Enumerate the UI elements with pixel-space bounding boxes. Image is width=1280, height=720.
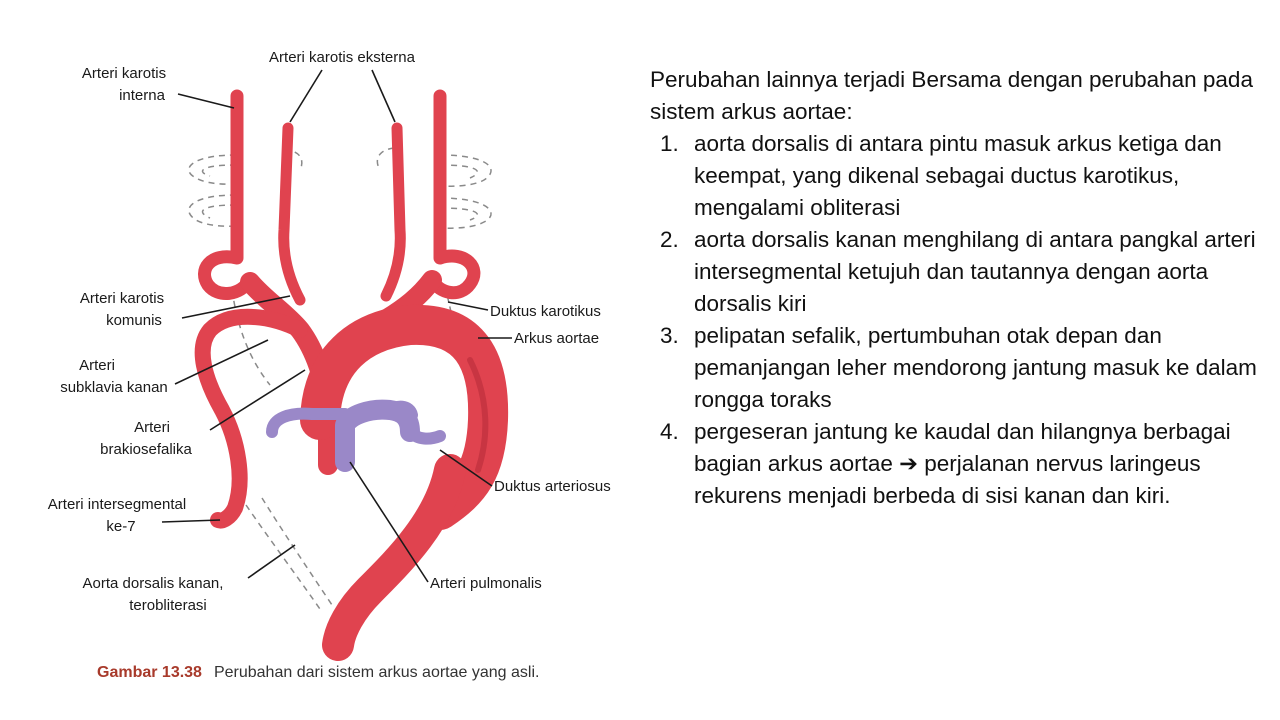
label-brakiosefalika: Arteri — [134, 419, 170, 436]
explanation-panel — [650, 64, 1270, 512]
list-item-number: 2. — [660, 227, 679, 252]
diagram-labels — [48, 49, 611, 614]
label-karotis-interna: Arteri karotis — [81, 65, 167, 82]
label-subklavia: Arteri — [79, 357, 115, 374]
label-intersegmental: Arteri intersegmental — [47, 496, 187, 513]
label-karotis-eksterna: Arteri karotis eksterna — [269, 49, 415, 66]
figure-caption-text: Perubahan dari sistem arkus aortae yang asli. — [213, 664, 540, 681]
label-aorta-dorsalis-kanan: Aorta dorsalis kanan, — [82, 575, 224, 592]
pulmonary-arteries — [272, 407, 440, 462]
label-subklavia-2: subklavia kanan — [60, 379, 168, 396]
list-item-text: aorta dorsalis kanan menghilang di antara pangkal arteri intersegmental ketujuh dan tautannya dengan aorta dorsalis kiri — [694, 227, 1256, 316]
label-duktus-arteriosus: Duktus arteriosus — [494, 478, 611, 495]
arteries — [203, 96, 488, 645]
label-duktus-karotikus: Duktus karotikus — [490, 303, 601, 320]
list-item — [650, 416, 1270, 512]
label-arkus-aortae: Arkus aortae — [514, 330, 600, 347]
label-karotis-interna-2: interna — [119, 87, 165, 104]
change-list — [650, 128, 1270, 512]
label-karotis-komunis-2: komunis — [106, 312, 162, 329]
label-arteri-pulmonalis: Arteri pulmonalis — [430, 575, 542, 592]
label-brakiosefalika-2: brakiosefalika — [100, 441, 192, 458]
list-item — [650, 224, 1270, 320]
list-item-text: pergeseran jantung ke kaudal dan hilangnya berbagai bagian arkus aortae ➔ perjalanan nervus laringeus rekurens menjadi berbeda di sisi kanan dan kiri. — [694, 419, 1231, 508]
list-item-text: pelipatan sefalik, pertumbuhan otak depan dan pemanjangan leher mendorong jantung masuk ke dalam rongga toraks — [694, 323, 1257, 412]
figure-caption — [97, 664, 539, 682]
list-item — [650, 320, 1270, 416]
list-item-text: aorta dorsalis di antara pintu masuk arkus ketiga dan keempat, yang dikenal sebagai ductus karotikus, mengalami obliterasi — [694, 131, 1222, 220]
figure-number: Gambar 13.38 — [97, 664, 202, 681]
label-karotis-komunis: Arteri karotis — [79, 290, 165, 307]
list-item-number: 1. — [660, 131, 679, 156]
label-aorta-dorsalis-kanan-2: terobliterasi — [129, 597, 207, 614]
intro-text: Perubahan lainnya terjadi Bersama dengan perubahan pada sistem arkus aortae: — [650, 67, 1253, 124]
list-item-number: 4. — [660, 419, 679, 444]
list-item-number: 3. — [660, 323, 679, 348]
label-intersegmental-2: ke-7 — [106, 518, 136, 535]
list-item — [650, 128, 1270, 224]
